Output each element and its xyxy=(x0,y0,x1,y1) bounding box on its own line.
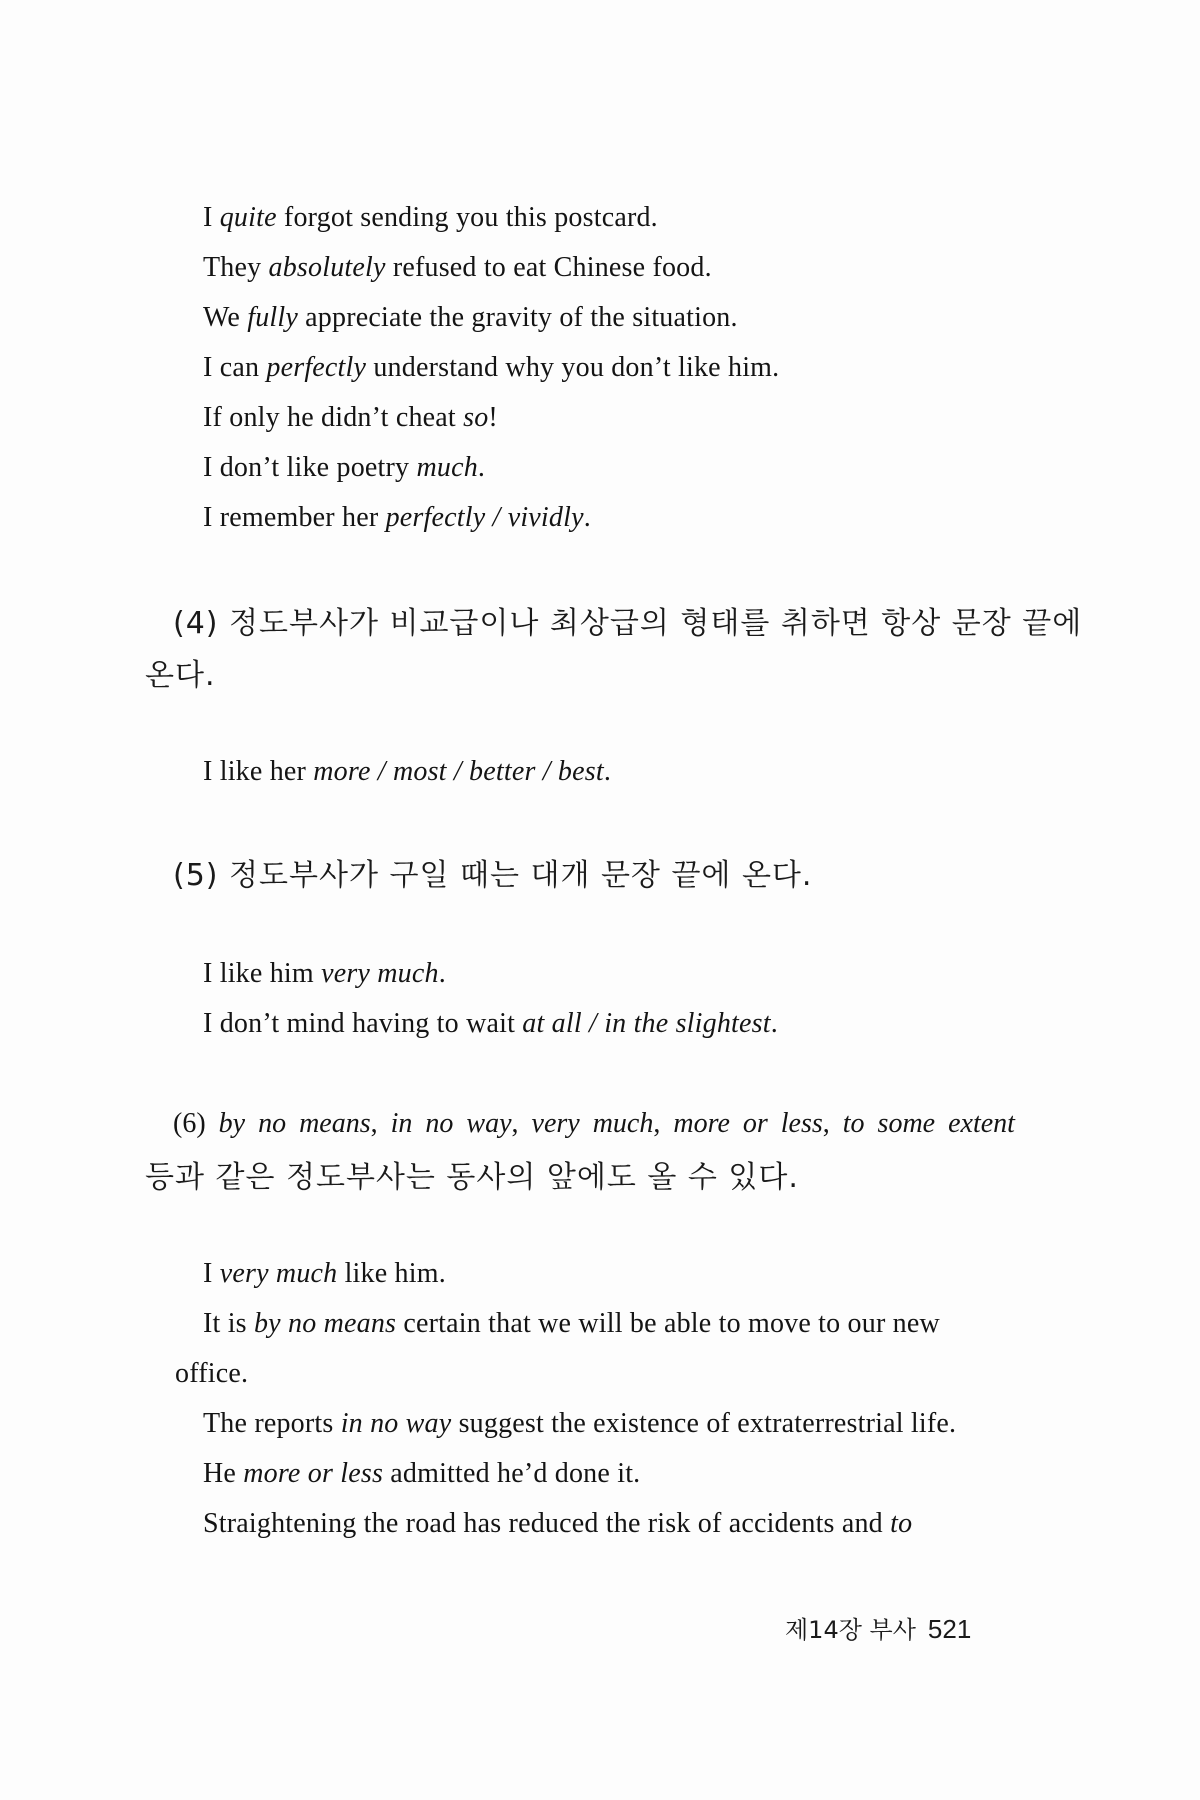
example-line: The reports in no way suggest the existence of extraterrestrial life. xyxy=(203,1408,957,1439)
section-4-heading-cont: 온다. xyxy=(145,658,216,693)
example-line: Straightening the road has reduced the risk of accidents and to xyxy=(203,1508,913,1539)
chapter-label: 제14장 부사 xyxy=(785,1616,916,1644)
example-line-cont: office. xyxy=(175,1358,249,1389)
section-6-heading-cont: 등과 같은 정도부사는 동사의 앞에도 올 수 있다. xyxy=(145,1160,799,1195)
example-line: I very much like him. xyxy=(203,1258,446,1289)
adverb-emphasis: more / most / better / best xyxy=(313,756,604,787)
adverb-emphasis: quite xyxy=(219,202,277,233)
example-line: I like her more / most / better / best. xyxy=(203,756,612,787)
example-line: I don’t like poetry much. xyxy=(203,452,486,483)
adverb-emphasis: very much xyxy=(321,958,439,989)
adverb-emphasis: so xyxy=(463,402,489,433)
example-line: If only he didn’t cheat so! xyxy=(203,402,498,433)
example-line: I quite forgot sending you this postcard. xyxy=(203,202,658,233)
example-line: I remember her perfectly / vividly. xyxy=(203,502,591,533)
adverb-emphasis: more or less xyxy=(243,1458,384,1489)
adverb-emphasis: to xyxy=(890,1508,913,1539)
section-5-heading: (5) 정도부사가 구일 때는 대개 문장 끝에 온다. xyxy=(173,858,813,893)
adverb-emphasis: at all / in the slightest xyxy=(522,1008,771,1039)
adverb-emphasis: very much xyxy=(219,1258,338,1289)
example-line: I can perfectly understand why you don’t like him. xyxy=(203,352,780,383)
section-6-heading: (6) by no means, in no way, very much, more or less, to some extent xyxy=(173,1108,1015,1139)
page-footer xyxy=(785,1614,971,1645)
adverb-emphasis: fully xyxy=(247,302,298,333)
adverb-emphasis: perfectly / vividly xyxy=(385,502,584,533)
example-line: I don’t mind having to wait at all / in the slightest. xyxy=(203,1008,778,1039)
section-4-heading: (4) 정도부사가 비교급이나 최상급의 형태를 취하면 항상 문장 끝에 xyxy=(173,606,1083,641)
page-number: 521 xyxy=(927,1614,972,1644)
example-line: I like him very much. xyxy=(203,958,446,989)
example-line: He more or less admitted he’d done it. xyxy=(203,1458,641,1489)
adverb-emphasis: in no way xyxy=(340,1408,452,1439)
example-line: We fully appreciate the gravity of the situation. xyxy=(203,302,738,333)
adverb-emphasis: perfectly xyxy=(266,352,367,383)
example-line: They absolutely refused to eat Chinese food. xyxy=(203,252,712,283)
example-line: It is by no means certain that we will be able to move to our new xyxy=(203,1308,940,1339)
adverb-emphasis: much xyxy=(416,452,478,483)
adverb-emphasis: by no means xyxy=(253,1308,397,1339)
adverb-emphasis: absolutely xyxy=(268,252,386,283)
